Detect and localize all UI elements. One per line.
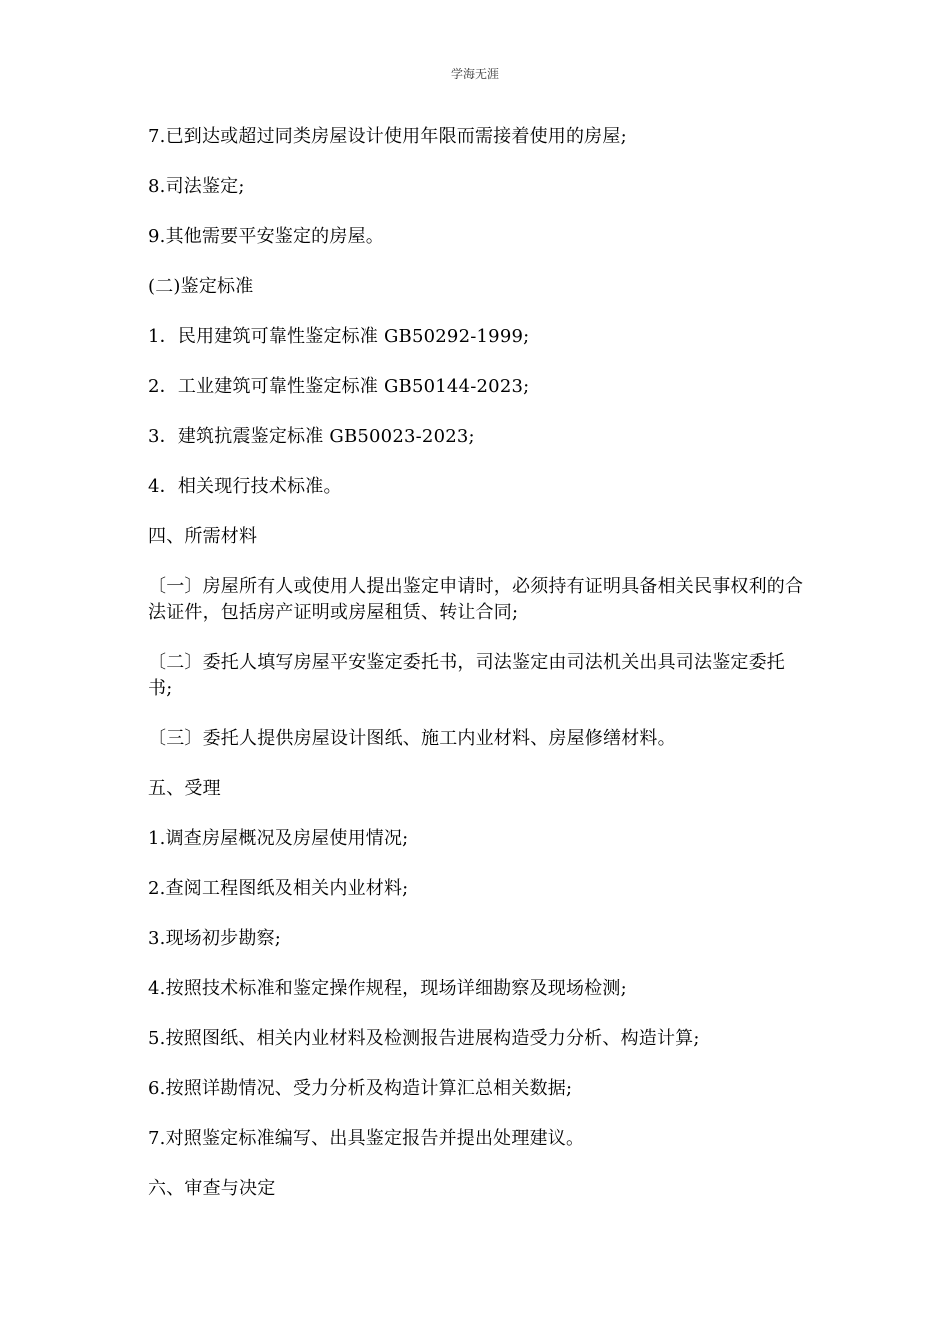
section-heading: 五、受理 <box>148 778 221 799</box>
paragraph: 3．建筑抗震鉴定标准 GB50023-2023; <box>148 426 475 447</box>
paragraph: 7.对照鉴定标准编写、出具鉴定报告并提出处理建议。 <box>148 1128 585 1149</box>
paragraph: 〔二〕委托人填写房屋平安鉴定委托书，司法鉴定由司法机关出具司法鉴定委托书; <box>148 652 785 699</box>
paragraph: 2．工业建筑可靠性鉴定标准 GB50144-2023; <box>148 376 530 397</box>
paragraph: 4.按照技术标准和鉴定操作规程，现场详细勘察及现场检测; <box>148 978 627 999</box>
paragraph: 4．相关现行技术标准。 <box>148 476 342 497</box>
paragraph: 〔三〕委托人提供房屋设计图纸、施工内业材料、房屋修缮材料。 <box>148 728 676 749</box>
paragraph: 9.其他需要平安鉴定的房屋。 <box>148 226 384 247</box>
paragraph: 5.按照图纸、相关内业材料及检测报告进展构造受力分析、构造计算; <box>148 1028 700 1049</box>
paragraph: 8.司法鉴定; <box>148 176 245 197</box>
paragraph: 1．民用建筑可靠性鉴定标准 GB50292-1999; <box>148 326 530 347</box>
paragraph: 3.现场初步勘察; <box>148 928 282 949</box>
section-heading: 六、审查与决定 <box>148 1178 276 1199</box>
document-body <box>148 124 808 1226</box>
paragraph: 2.查阅工程图纸及相关内业材料; <box>148 878 409 899</box>
paragraph: 6.按照详勘情况、受力分析及构造计算汇总相关数据; <box>148 1078 573 1099</box>
paragraph: 1.调查房屋概况及房屋使用情况; <box>148 828 409 849</box>
section-heading: (二)鉴定标准 <box>148 276 254 297</box>
paragraph: 7.已到达或超过同类房屋设计使用年限而需接着使用的房屋; <box>148 126 627 147</box>
paragraph: 〔一〕房屋所有人或使用人提出鉴定申请时，必须持有证明具备相关民事权利的合法证件，包括房产证明或房屋租赁、转让合同; <box>148 576 804 623</box>
section-heading: 四、所需材料 <box>148 526 258 547</box>
page-header: 学海无涯 <box>450 67 499 81</box>
